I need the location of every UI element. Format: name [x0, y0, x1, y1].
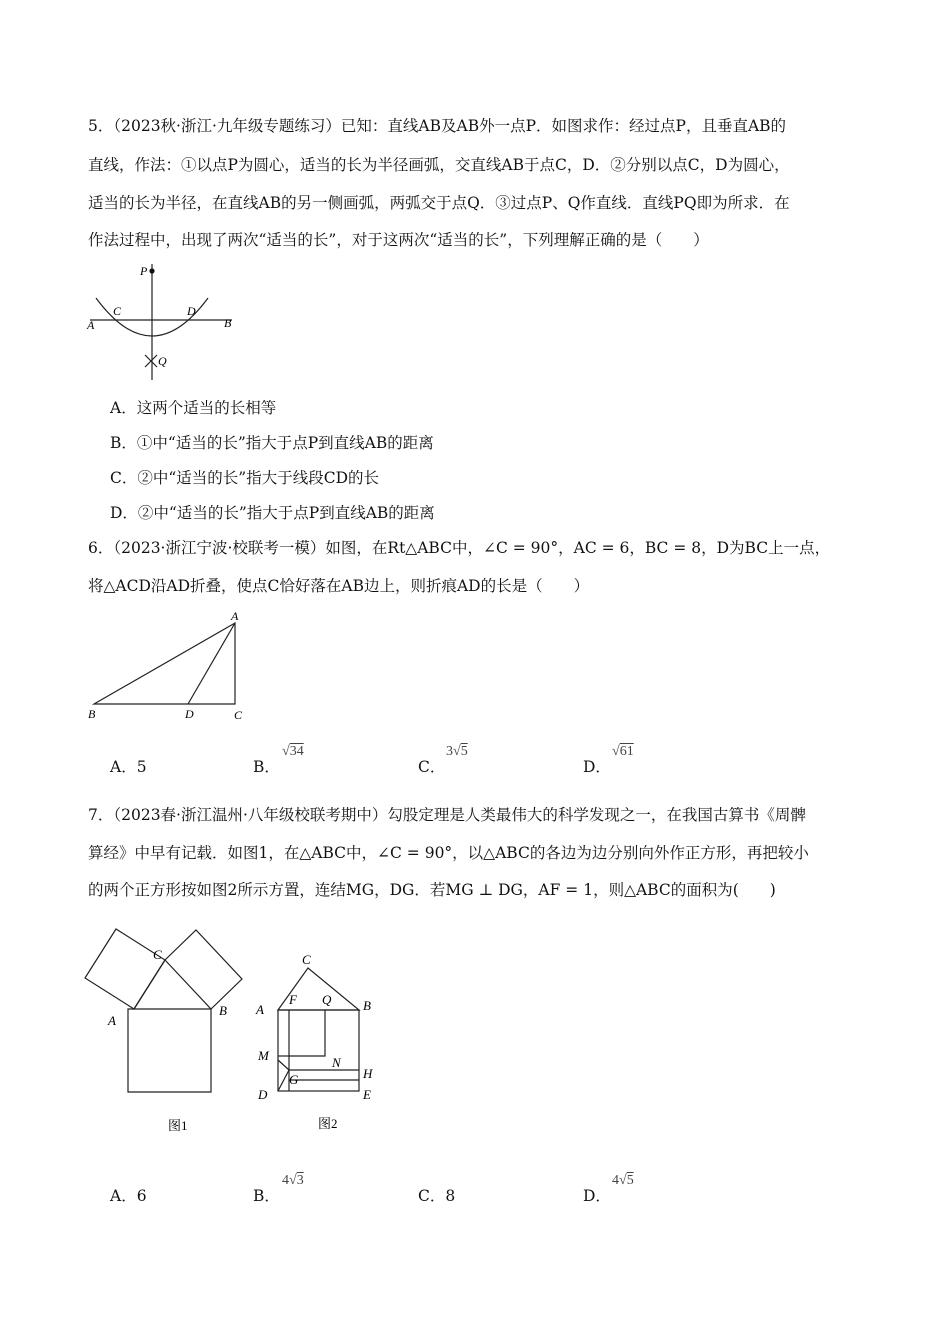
q5-point-p: [149, 268, 154, 273]
q7-option-a[interactable]: A．6: [110, 1187, 147, 1205]
q7-option-d-radicand: 5: [626, 1173, 634, 1188]
q6-triangle-abc: [94, 623, 235, 704]
q6-option-c-value: 3√5: [446, 744, 468, 759]
q5-label-a: A: [87, 318, 95, 332]
q7-option-d-label: D．: [583, 1187, 611, 1205]
q6-option-b[interactable]: [253, 757, 280, 777]
fig2-segment-mg: [278, 1060, 289, 1070]
q5-label-p: P: [140, 264, 148, 278]
fig2-label-q: Q: [322, 992, 332, 1007]
fig2-label-b: B: [363, 998, 371, 1013]
q6-option-c-label: C．: [418, 758, 446, 776]
q5-figure: [82, 262, 252, 384]
q6-label-b: B: [88, 707, 96, 721]
q7-option-b-radicand: 3: [296, 1173, 304, 1188]
fig2-label-h: H: [363, 1066, 373, 1081]
fig2-label-c: C: [302, 952, 311, 967]
fig1-label-a: A: [108, 1013, 116, 1028]
fig2-label-d: D: [258, 1087, 268, 1102]
q6-line-1: 6．（2023·浙江宁波·校联考一模）如图，在Rt△ABC中，∠C = 90°，AC = 6，BC = 8，D为BC上一点，: [88, 539, 831, 557]
fig2-label-m: M: [258, 1048, 269, 1063]
q7-option-d[interactable]: [583, 1186, 611, 1206]
q6-line-2: 将△ACD沿AD折叠，使点C恰好落在AB边上，则折痕AD的长是（ ）: [88, 577, 590, 595]
q5-option-d[interactable]: D．②中“适当的长”指大于点P到直线AB的距离: [110, 504, 435, 522]
q7-line-3: 的两个正方形按如图2所示方置，连结MG，DG．若MG ⊥ DG，AF = 1，则△ABC的面积为( ): [88, 881, 776, 899]
q6-label-a: A: [231, 609, 239, 623]
q6-option-d[interactable]: [583, 757, 611, 777]
q7-line-1: 7．（2023春·浙江温州·八年级校联考期中）勾股定理是人类最伟大的科学发现之一，在我国古算书《周髀: [88, 806, 806, 824]
q6-figure: [82, 607, 262, 725]
fig2-label-e: E: [363, 1087, 371, 1102]
q7-option-b-coef: 4: [282, 1173, 289, 1188]
q7-option-b[interactable]: [253, 1186, 280, 1206]
q5-line-2: 直线，作法：①以点P为圆心，适当的长为半径画弧，交直线AB于点C，D．②分别以点C，D为圆心，: [88, 156, 790, 174]
q6-option-d-radicand: 61: [619, 744, 634, 759]
q6-option-c-radicand: 5: [460, 744, 468, 759]
q6-option-b-value: √34: [282, 744, 304, 759]
q6-option-d-value: √61: [612, 744, 634, 759]
fig2-square-inner: [289, 1010, 325, 1056]
fig2-segment-dg: [278, 1070, 289, 1091]
q7-option-d-coef: 4: [612, 1173, 619, 1188]
q7-line-2: 算经》中早有记载．如图1，在△ABC中，∠C = 90°，以△ABC的各边为边分别向外作正方形，再把较小: [88, 844, 809, 862]
q7-option-b-label: B．: [253, 1187, 280, 1205]
q5-label-c: C: [113, 304, 122, 318]
q6-option-d-label: D．: [583, 758, 611, 776]
q7-figure-1: [80, 925, 250, 1145]
fig1-caption: 图1: [168, 1118, 188, 1133]
q6-option-b-radicand: 34: [289, 744, 304, 759]
fig1-square-bc: [165, 930, 242, 1009]
q6-option-c-coef: 3: [446, 744, 453, 759]
q5-label-q: Q: [158, 354, 167, 368]
q6-label-d: D: [185, 707, 194, 721]
q6-label-c: C: [234, 708, 243, 722]
q5-option-c[interactable]: C．②中“适当的长”指大于线段CD的长: [110, 469, 379, 487]
fig1-label-b: B: [219, 1003, 227, 1018]
fig2-label-f: F: [289, 992, 297, 1007]
q5-line-4: 作法过程中，出现了两次“适当的长”，对于这两次“适当的长”，下列理解正确的是（ ）: [88, 231, 709, 249]
fig2-label-g: G: [289, 1072, 299, 1087]
q5-option-a[interactable]: A．这两个适当的长相等: [110, 399, 277, 417]
q5-line-1: 5．（2023秋·浙江·九年级专题练习）已知：直线AB及AB外一点P．如图求作：经过点P，且垂直AB的: [88, 117, 787, 135]
fig1-label-c: C: [153, 947, 162, 962]
fig2-label-a: A: [256, 1002, 264, 1017]
q5-label-d: D: [187, 304, 196, 318]
q7-option-d-value: 4√5: [612, 1173, 634, 1188]
fig2-caption: 图2: [318, 1116, 338, 1131]
fig1-square-ac: [85, 929, 165, 1009]
q5-line-3: 适当的长为半径，在直线AB的另一侧画弧，两弧交于点Q．③过点P、Q作直线．直线PQ即为所求．在: [88, 194, 790, 212]
q7-option-c[interactable]: C．8: [418, 1187, 456, 1205]
q6-option-a[interactable]: A．5: [110, 758, 147, 776]
q7-option-b-value: 4√3: [282, 1173, 304, 1188]
q5-option-b[interactable]: B．①中“适当的长”指大于点P到直线AB的距离: [110, 434, 434, 452]
fig2-label-n: N: [332, 1055, 341, 1070]
q6-fold-ad: [188, 623, 235, 704]
q6-option-b-label: B．: [253, 758, 280, 776]
q7-figure-2: [252, 948, 392, 1138]
q5-label-b: B: [224, 316, 232, 330]
fig1-square-ab: [128, 1009, 211, 1092]
fig1-side-ac: [134, 960, 165, 1009]
q6-option-c[interactable]: [418, 757, 445, 777]
